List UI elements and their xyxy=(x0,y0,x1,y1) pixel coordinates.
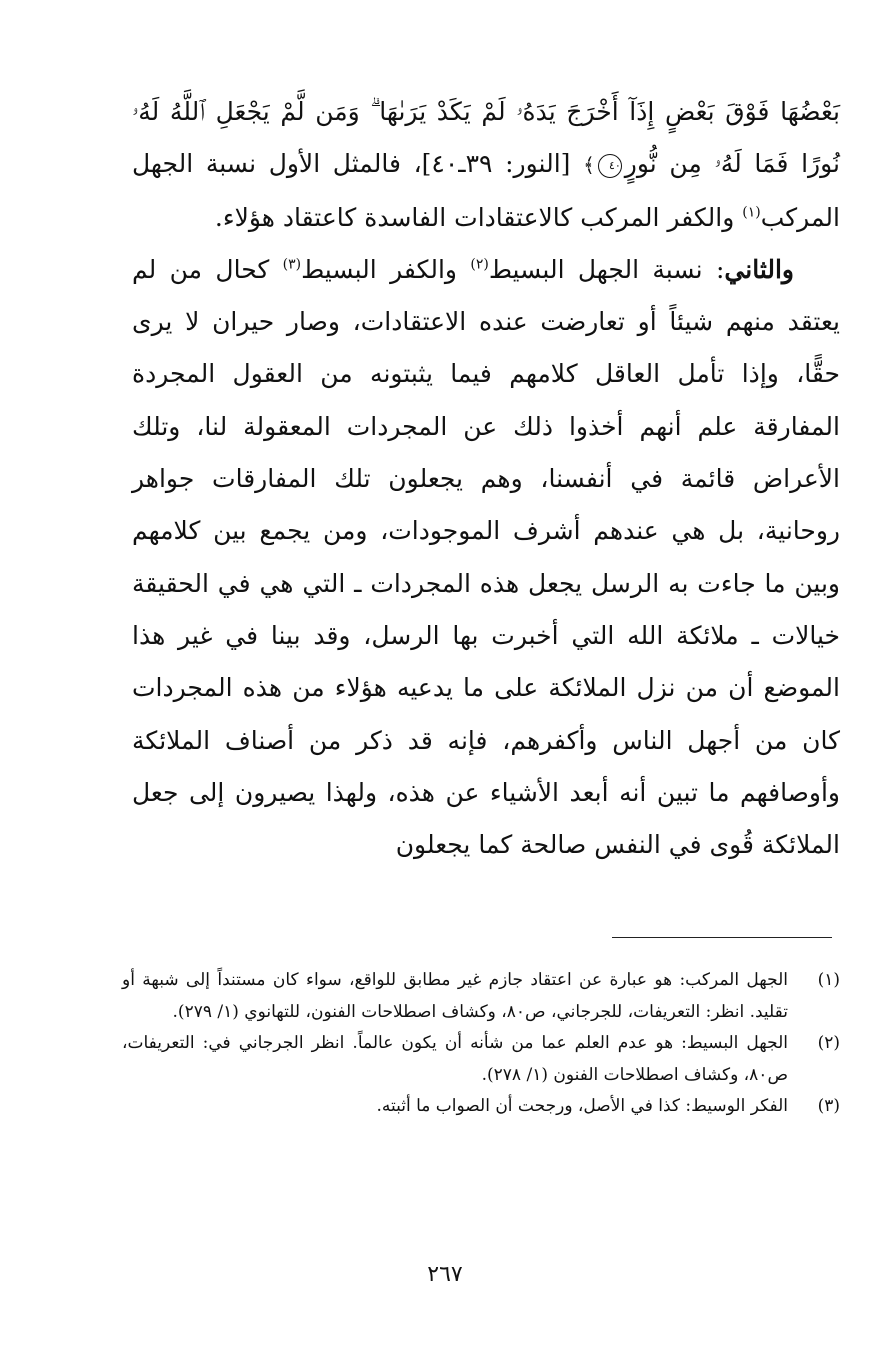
page-number: ٢٦٧ xyxy=(427,1262,463,1287)
footnote-ref-3[interactable]: (٣) xyxy=(282,256,302,273)
footnote-number: (٣) xyxy=(817,1096,840,1116)
footnote-text: الجهل المركب: هو عبارة عن اعتقاد جازم غير مطابق للواقع، سواء كان مستنداً إلى شبهة أو تقليد. انظر: التعريفات، للجرجاني، ص٨٠، وكشاف اصطلاحات الفنون، للتهانوي (١/ ٢٧٩). xyxy=(122,970,788,1022)
footnote-3 xyxy=(122,1091,840,1123)
footnote-number: (١) xyxy=(817,970,840,990)
ornate-bracket-close: ﴾ xyxy=(583,153,595,178)
paragraph-1 xyxy=(132,86,840,244)
footnote-number: (٢) xyxy=(817,1033,840,1053)
paragraph-2-text-b: والكفر البسيط xyxy=(301,254,471,284)
paragraph-1-end: والكفر المركب كالاعتقادات الفاسدة كاعتقاد هؤلاء. xyxy=(214,202,743,232)
footnotes-section xyxy=(122,965,840,1123)
quran-verse: بَعْضُهَا فَوْقَ بَعْضٍ إِذَآ أَخْرَجَ يَدَهُۥ لَمْ يَكَدْ يَرَىٰهَا ۗ وَمَن لَّمْ يَجْعَلِ ٱللَّهُ لَهُۥ نُورًا فَمَا لَهُۥ مِن نُّورٍ xyxy=(132,97,840,179)
main-text-block xyxy=(132,86,840,871)
footnote-separator xyxy=(612,937,832,938)
footnote-1 xyxy=(122,965,840,1028)
paragraph-2-lead: والثاني xyxy=(724,254,794,284)
footnote-ref-2[interactable]: (٢) xyxy=(470,256,489,273)
paragraph-2-text-a: : نسبة الجهل البسيط xyxy=(488,254,725,284)
footnote-ref-1[interactable]: (١) xyxy=(742,204,761,221)
paragraph-2 xyxy=(132,244,840,872)
footnote-2 xyxy=(122,1028,840,1091)
paragraph-2-text-c: كحال من لم يعتقد منهم شيئاً أو تعارضت عنده الاعتقادات، وصار حيران لا يرى حقًّا، وإذا تأمل العاقل كلامهم فيما يثبتونه من العقول المجردة المفارقة علم أنهم أخذوا ذلك عن المجردات المعقولة لنا، وتلك الأعراض قائمة في أنفسنا، وهم يجعلون تلك المفارقات جواهر روحانية، بل هي عندهم أشرف الموجودات، ومن يجمع بين كلامهم وبين ما جاءت به الرسل يجعل هذه المجردات ـ التي هي في الحقيقة خيالات ـ ملائكة الله التي أخبرت بها الرسل، وقد بينا في غير هذا الموضع أن من نزل الملائكة على ما يدعيه هؤلاء من هذه المجردات كان من أجهل الناس وأكفرهم، فإنه قد ذكر من أصناف الملائكة وأوصافهم ما تبين أنه أبعد الأشياء عن هذه، ولهذا يصيرون إلى جعل الملائكة قُوى في النفس صالحة كما يجعلون xyxy=(132,254,840,860)
footnote-text: الجهل البسيط: هو عدم العلم عما من شأنه أن يكون عالماً. انظر الجرجاني في: التعريفات، ص٨٠، وكشاف اصطلاحات الفنون (١/ ٢٧٨). xyxy=(122,1033,788,1085)
footnote-text: الفكر الوسيط: كذا في الأصل، ورجحت أن الصواب ما أثبته. xyxy=(376,1096,788,1116)
verse-citation: [النور: ٣٩ـ٤٠]، فالمثل الأول نسبة الجهل المركب xyxy=(132,149,840,232)
ayah-number-marker: ٤٠ xyxy=(598,154,622,178)
